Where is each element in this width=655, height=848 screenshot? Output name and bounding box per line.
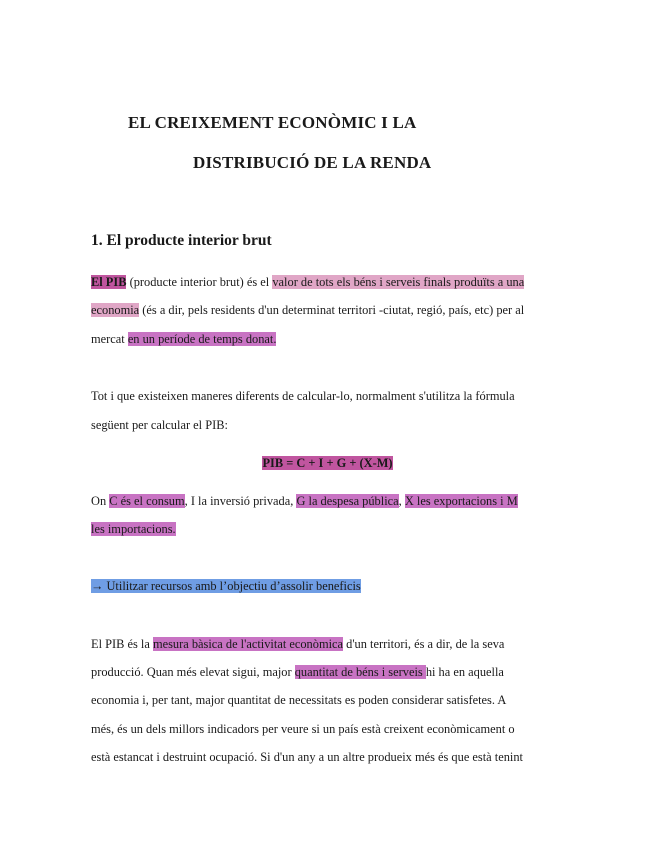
- formula-highlight: PIB = C + I + G + (X-M): [262, 456, 393, 470]
- text-run: On: [91, 494, 110, 508]
- text-run: mercat: [91, 332, 128, 346]
- paragraph-4-line-1: [91, 636, 504, 652]
- paragraph-2-line-1: Tot i que existeixen maneres diferents de calcular-lo, normalment s'utilitza la fórmula: [91, 389, 515, 403]
- text-run: producció. Quan més elevat sigui, major: [91, 665, 295, 679]
- highlight-consum: C és el consum: [109, 494, 185, 508]
- highlight-definition: valor de tots els béns i serveis finals produïts a una: [272, 275, 525, 289]
- highlight-exportacions: X les exportacions i M: [404, 494, 518, 508]
- highlight-despesa: G la despesa pública: [296, 494, 399, 508]
- formula-line: [0, 455, 655, 471]
- paragraph-2-line-2: següent per calcular el PIB:: [91, 418, 228, 432]
- paragraph-4-line-4: més, és un dels millors indicadors per veure si un país està creixent econòmicament o: [91, 722, 515, 736]
- highlight-quantitat: quantitat de béns i serveis: [294, 665, 426, 679]
- text-run: ,: [398, 494, 405, 508]
- paragraph-1-line-2: [91, 302, 524, 318]
- paragraph-3-line-1: [91, 493, 518, 509]
- text-run: El PIB és la: [91, 637, 153, 651]
- highlight-economia: economia: [91, 303, 140, 317]
- text-run: (és a dir, pels residents d'un determinat territori -ciutat, regió, país, etc) per al: [139, 303, 525, 317]
- text-run: hi ha en aquella: [425, 665, 504, 679]
- arrow-note-line: [91, 578, 361, 594]
- paragraph-4-line-5: està estancat i destruint ocupació. Si d'un any a un altre produeix més és que està tenint: [91, 750, 523, 764]
- highlight-arrow-note: → Utilitzar recursos amb l’objectiu d’assolir beneficis: [91, 579, 361, 593]
- paragraph-1-line-3: [91, 331, 276, 347]
- paragraph-4-line-2: [91, 664, 504, 680]
- paragraph-4-line-3: economia i, per tant, major quantitat de necessitats es poden considerar satisfetes. A: [91, 693, 507, 707]
- text-run: d'un territori, és a dir, de la seva: [343, 637, 505, 651]
- document-title-line-1: EL CREIXEMENT ECONÒMIC I LA: [128, 113, 417, 132]
- paragraph-1-line-1: [91, 274, 524, 290]
- section-heading: 1. El producte interior brut: [91, 232, 272, 249]
- highlight-importacions: les importacions.: [91, 522, 176, 536]
- highlight-pib: El PIB: [91, 275, 127, 289]
- text-run: , I la inversió privada,: [184, 494, 297, 508]
- text-run: (producte interior brut) és el: [126, 275, 273, 289]
- document-title-line-2: DISTRIBUCIÓ DE LA RENDA: [193, 153, 432, 172]
- paragraph-3-line-2: [91, 521, 176, 537]
- highlight-mesura: mesura bàsica de l'activitat econòmica: [152, 637, 344, 651]
- highlight-period: en un període de temps donat.: [127, 332, 277, 346]
